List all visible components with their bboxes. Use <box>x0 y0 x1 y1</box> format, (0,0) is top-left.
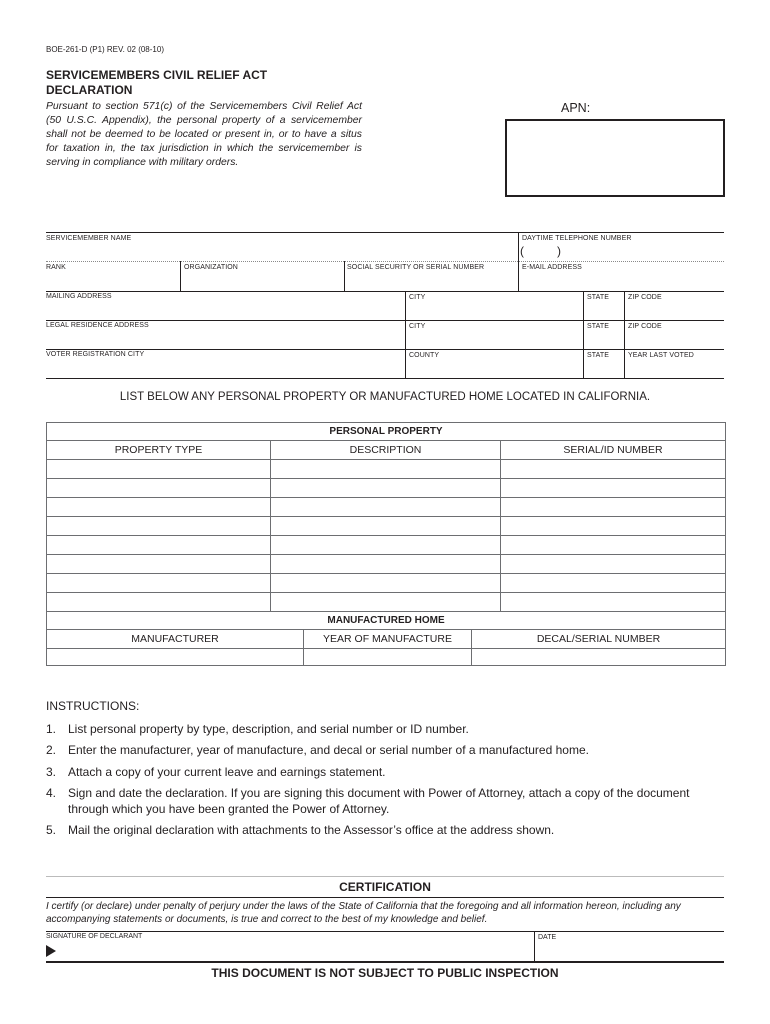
table-row <box>47 574 726 593</box>
table-row <box>47 460 726 479</box>
table-row <box>47 649 726 666</box>
list-heading: LIST BELOW ANY PERSONAL PROPERTY OR MANUFACTURED HOME LOCATED IN CALIFORNIA. <box>119 391 651 403</box>
phone-close-paren: ) <box>557 244 561 258</box>
table-cell[interactable] <box>304 649 472 666</box>
table-cell[interactable] <box>501 536 726 555</box>
divider <box>46 320 724 321</box>
table-cell[interactable] <box>47 574 271 593</box>
arrow-right-icon <box>46 945 56 957</box>
title-line-2: DECLARATION <box>46 83 133 97</box>
column-header: PROPERTY TYPE <box>47 441 271 460</box>
divider <box>46 931 724 932</box>
apn-label: APN: <box>561 101 591 115</box>
servicemember-name-field[interactable]: SERVICEMEMBER NAME <box>46 235 132 242</box>
table-cell[interactable] <box>501 479 726 498</box>
table-cell[interactable] <box>271 479 501 498</box>
legal-residence-field[interactable]: LEGAL RESIDENCE ADDRESS <box>46 322 149 329</box>
title-line-1: SERVICEMEMBERS CIVIL RELIEF ACT <box>46 68 268 82</box>
residence-city-field[interactable]: CITY <box>409 323 426 330</box>
table-cell[interactable] <box>47 593 271 612</box>
organization-field[interactable]: ORGANIZATION <box>184 264 238 271</box>
table-cell[interactable] <box>47 460 271 479</box>
divider <box>46 961 724 963</box>
divider <box>46 261 724 262</box>
manufactured-home-table <box>46 611 726 666</box>
table-cell[interactable] <box>271 536 501 555</box>
table-cell[interactable] <box>472 649 726 666</box>
divider <box>405 291 406 378</box>
table-header-row <box>47 441 726 460</box>
table-cell[interactable] <box>271 555 501 574</box>
column-header: MANUFACTURER <box>47 630 304 649</box>
form-code: BOE-261-D (P1) REV. 02 (08-10) <box>46 45 164 54</box>
table-cell[interactable] <box>47 555 271 574</box>
table-row <box>47 479 726 498</box>
divider <box>46 232 724 233</box>
table-row <box>47 555 726 574</box>
ssn-field[interactable]: SOCIAL SECURITY OR SERIAL NUMBER <box>347 264 485 271</box>
form-title <box>46 68 346 98</box>
instruction-number: 1. <box>46 722 57 736</box>
table-row <box>47 593 726 612</box>
column-header: SERIAL/ID NUMBER <box>501 441 726 460</box>
table-cell[interactable] <box>271 517 501 536</box>
table-cell[interactable] <box>501 555 726 574</box>
instruction-text: Sign and date the declaration. If you are signing this document with Power of Attorney, attach a copy of the document through which you have been granted the Power of Attorney. <box>68 786 690 816</box>
column-header: DECAL/SERIAL NUMBER <box>472 630 726 649</box>
divider <box>344 261 345 291</box>
personal-property-title: PERSONAL PROPERTY <box>47 423 726 441</box>
instruction-number: 2. <box>46 743 57 757</box>
table-cell[interactable] <box>271 593 501 612</box>
column-header: YEAR OF MANUFACTURE <box>304 630 472 649</box>
divider <box>46 876 724 877</box>
instruction-number: 4. <box>46 786 57 800</box>
column-header: DESCRIPTION <box>271 441 501 460</box>
divider <box>46 378 724 379</box>
table-cell[interactable] <box>501 517 726 536</box>
intro-text: Pursuant to section 571(c) of the Servicemembers Civil Relief Act (50 U.S.C. Appendix), the personal property of a servicemember shall not be deemed to be located or present in, or to have a situs for taxation in, the tax jurisdiction in which the servicemember is serving in compliance with military orders. <box>46 101 362 168</box>
county-field[interactable]: COUNTY <box>409 352 440 359</box>
table-header-row <box>47 630 726 649</box>
apn-input-box[interactable] <box>505 119 725 197</box>
phone-open-paren: ( <box>520 244 524 258</box>
instruction-text: Mail the original declaration with attachments to the Assessor’s office at the address shown. <box>68 823 555 837</box>
divider <box>624 291 625 378</box>
table-cell[interactable] <box>501 498 726 517</box>
public-inspection-notice: THIS DOCUMENT IS NOT SUBJECT TO PUBLIC INSPECTION <box>211 966 559 980</box>
mailing-zip-field[interactable]: ZIP CODE <box>628 294 662 301</box>
table-cell[interactable] <box>271 574 501 593</box>
table-cell[interactable] <box>501 460 726 479</box>
instruction-text: List personal property by type, description, and serial number or ID number. <box>68 722 469 736</box>
daytime-phone-field[interactable]: DAYTIME TELEPHONE NUMBER <box>522 235 632 242</box>
year-last-voted-field[interactable]: YEAR LAST VOTED <box>628 352 694 359</box>
personal-property-table <box>46 422 726 612</box>
table-row <box>47 498 726 517</box>
instruction-text: Enter the manufacturer, year of manufacture, and decal or serial number of a manufactured home. <box>68 743 589 757</box>
email-field[interactable]: E-MAIL ADDRESS <box>522 264 582 271</box>
table-cell[interactable] <box>47 536 271 555</box>
divider <box>46 349 724 350</box>
table-cell[interactable] <box>501 574 726 593</box>
divider <box>534 931 535 961</box>
divider <box>583 291 584 378</box>
table-cell[interactable] <box>271 498 501 517</box>
residence-state-field[interactable]: STATE <box>587 323 610 330</box>
voter-city-field[interactable]: VOTER REGISTRATION CITY <box>46 351 145 358</box>
instructions-heading: INSTRUCTIONS: <box>46 699 140 713</box>
table-cell[interactable] <box>47 479 271 498</box>
signature-field[interactable]: SIGNATURE OF DECLARANT <box>46 933 143 940</box>
certification-title: CERTIFICATION <box>339 880 431 894</box>
mailing-address-field[interactable]: MAILING ADDRESS <box>46 293 112 300</box>
voter-state-field[interactable]: STATE <box>587 352 610 359</box>
table-cell[interactable] <box>47 649 304 666</box>
table-row <box>47 517 726 536</box>
manufactured-home-title: MANUFACTURED HOME <box>47 612 726 630</box>
instruction-text: Attach a copy of your current leave and earnings statement. <box>68 765 386 779</box>
certification-text: I certify (or declare) under penalty of perjury under the laws of the State of California that the foregoing and all information hereon, including any accompanying statements or documents, is true and correct to the best of my knowledge and belief. <box>46 901 681 925</box>
rank-field[interactable]: RANK <box>46 264 66 271</box>
residence-zip-field[interactable]: ZIP CODE <box>628 323 662 330</box>
table-row <box>47 536 726 555</box>
mailing-state-field[interactable]: STATE <box>587 294 610 301</box>
instruction-number: 3. <box>46 765 57 779</box>
table-cell[interactable] <box>47 517 271 536</box>
table-cell[interactable] <box>501 593 726 612</box>
mailing-city-field[interactable]: CITY <box>409 294 426 301</box>
table-cell[interactable] <box>47 498 271 517</box>
divider <box>518 232 519 291</box>
table-cell[interactable] <box>271 460 501 479</box>
divider <box>46 897 724 898</box>
instruction-number: 5. <box>46 823 57 837</box>
date-field[interactable]: DATE <box>538 934 557 941</box>
divider <box>46 291 724 292</box>
divider <box>180 261 181 291</box>
